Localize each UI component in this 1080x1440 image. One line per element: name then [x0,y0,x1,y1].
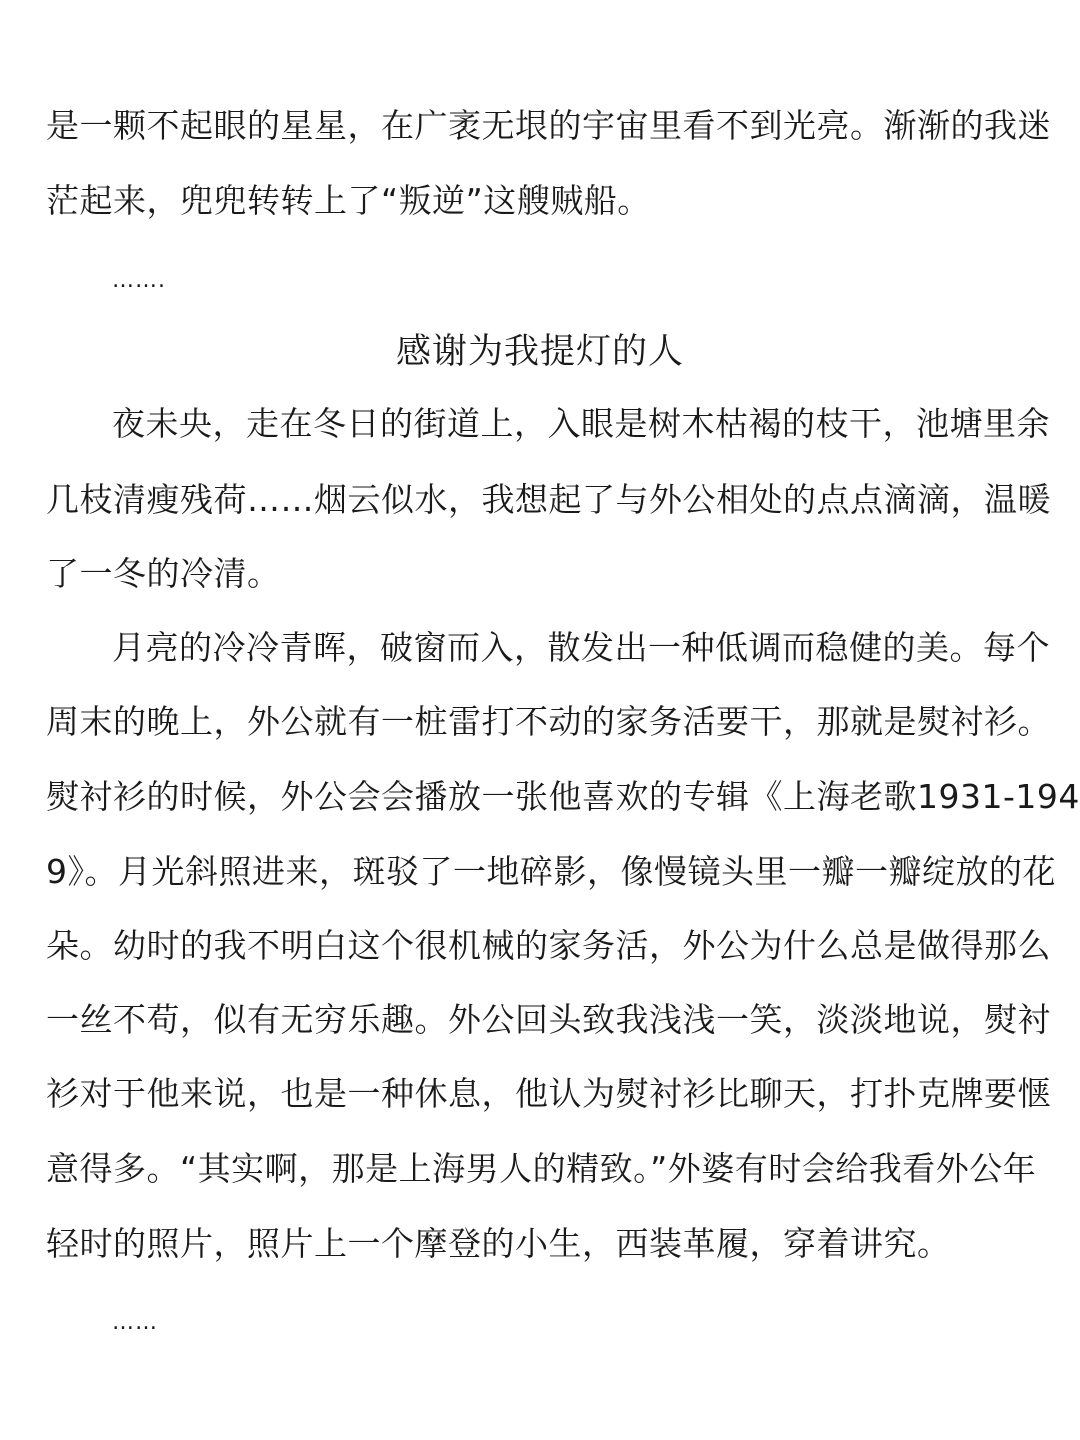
paragraph2-line-4: 9》。月光斜照进来，斑驳了一地碎影，像慢镜头里一瓣一瓣绽放的花 [46,852,1056,891]
paragraph1-line-3: 了一冬的冷清。 [46,554,281,593]
paragraph1-line-1: 夜未央，走在冬日的街道上，入眼是树木枯褐的枝干，池塘里余 [112,404,1050,443]
paragraph2-line-5: 朵。幼时的我不明白这个很机械的家务活，外公为什么总是做得那么 [46,926,1051,965]
paragraph2-line-7: 衫对于他来说，也是一种休息，他认为熨衬衫比聊天，打扑克牌要惬 [46,1074,1051,1113]
paragraph2-line-6: 一丝不苟，似有无穷乐趣。外公回头致我浅浅一笑，淡淡地说，熨衬 [46,1000,1051,1039]
intro-line-2: 茫起来，兜兜转转上了“叛逆”这艘贼船。 [46,181,651,220]
paragraph2-line-2: 周末的晚上，外公就有一桩雷打不动的家务活要干，那就是熨衬衫。 [46,702,1051,741]
intro-line-1: 是一颗不起眼的星星，在广袤无垠的宇宙里看不到光亮。渐渐的我迷 [46,106,1051,145]
essay-title: 感谢为我提灯的人 [395,332,684,372]
closing-ellipsis: …… [112,1310,158,1335]
paragraph2-line-1: 月亮的冷冷青晖，破窗而入，散发出一种低调而稳健的美。每个 [112,628,1050,667]
paragraph2-line-3: 熨衬衫的时候，外公会会播放一张他喜欢的专辑《上海老歌1931-194 [46,777,1080,816]
paragraph2-line-8: 意得多。“其实啊，那是上海男人的精致。”外婆有时会给我看外公年 [46,1149,1037,1188]
section-ellipsis: ……. [112,268,166,293]
paragraph2-line-9: 轻时的照片，照片上一个摩登的小生，西装革履，穿着讲究。 [46,1224,951,1263]
paragraph1-line-2: 几枝清瘦残荷……烟云似水，我想起了与外公相处的点点滴滴，温暖 [46,480,1051,519]
